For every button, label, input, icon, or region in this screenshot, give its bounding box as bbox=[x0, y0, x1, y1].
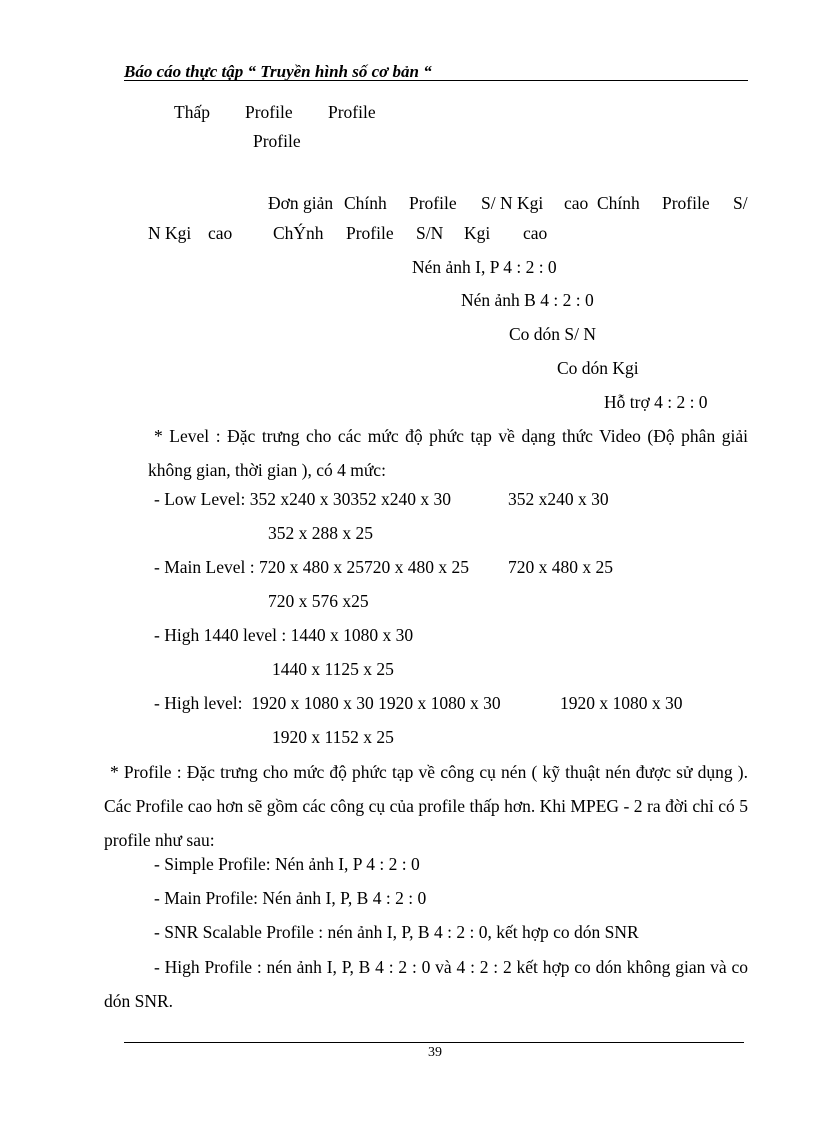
simple-profile-line: - Simple Profile: Nén ảnh I, P 4 : 2 : 0 bbox=[154, 854, 420, 874]
table-cell-chinh-1: Chính bbox=[344, 193, 387, 213]
table-cell-profile-4: Profile bbox=[409, 193, 457, 213]
feature-ho-tro: Hỗ trợ 4 : 2 : 0 bbox=[604, 392, 708, 412]
table-cell-n-kgi: N Kgi bbox=[148, 223, 192, 243]
high-profile-paragraph: - High Profile : nén ảnh I, P, B 4 : 2 : 0 và 4 : 2 : 2 kết hợp co dón không gian và co dón SNR. bbox=[104, 957, 748, 1011]
footer-rule bbox=[124, 1042, 744, 1043]
main-profile-line: - Main Profile: Nén ảnh I, P, B 4 : 2 : 0 bbox=[154, 888, 427, 908]
table-cell-profile-1: Profile bbox=[245, 102, 293, 122]
level-intro-paragraph: * Level : Đặc trưng cho các mức độ phức tạp về dạng thức Video (Độ phân giải không gian, thời gian ), có 4 mức: bbox=[148, 426, 748, 480]
table-cell-don-gian: Đơn giản bbox=[268, 193, 334, 213]
main-level-col3: 720 x 480 x 25 bbox=[508, 557, 613, 577]
high-level-col3: 1920 x 1080 x 30 bbox=[560, 693, 683, 713]
table-cell-sn-kgi: S/ N Kgi bbox=[481, 193, 544, 213]
low-level-line: - Low Level: 352 x240 x 30352 x240 x 30 bbox=[154, 489, 451, 509]
low-level-col4: 352 x 288 x 25 bbox=[268, 523, 373, 543]
table-cell-kgi: Kgi bbox=[464, 223, 491, 243]
low-level-col3: 352 x240 x 30 bbox=[508, 489, 609, 509]
table-cell-profile-5: Profile bbox=[662, 193, 710, 213]
table-cell-profile-6: Profile bbox=[346, 223, 394, 243]
profile-intro-paragraph: * Profile : Đặc trưng cho mức độ phức tạp về công cụ nén ( kỹ thuật nén được sử dụng ). Các Profile cao hơn sẽ gồm các công cụ của profile thấp hơn. Khi MPEG - 2 ra đời chỉ có 5 profile như sau: bbox=[104, 762, 748, 850]
table-cell-cao-3: cao bbox=[523, 223, 548, 243]
feature-nen-anh-ip: Nén ảnh I, P 4 : 2 : 0 bbox=[412, 257, 557, 277]
feature-co-don-sn: Co dón S/ N bbox=[509, 324, 597, 344]
table-cell-sn: S/N bbox=[416, 223, 444, 243]
feature-co-don-kgi: Co dón Kgi bbox=[557, 358, 639, 378]
snr-profile-line: - SNR Scalable Profile : nén ảnh I, P, B 4 : 2 : 0, kết hợp co dón SNR bbox=[154, 922, 639, 942]
table-cell-profile-3: Profile bbox=[253, 131, 301, 151]
main-level-col4: 720 x 576 x25 bbox=[268, 591, 369, 611]
page-number: 39 bbox=[428, 1045, 442, 1060]
table-cell-thap: Thấp bbox=[174, 102, 210, 122]
table-cell-profile-2: Profile bbox=[328, 102, 376, 122]
high1440-level-line: - High 1440 level : 1440 x 1080 x 30 bbox=[154, 625, 414, 645]
high1440-level-col4: 1440 x 1125 x 25 bbox=[272, 659, 394, 679]
table-cell-s-slash: S/ bbox=[733, 193, 748, 213]
table-cell-chinh-2: Chính bbox=[597, 193, 640, 213]
page-header-title: Báo cáo thực tập “ Truyền hình số cơ bản “ bbox=[124, 62, 432, 81]
table-cell-cao-2: cao bbox=[208, 223, 233, 243]
table-cell-cao-1: cao bbox=[564, 193, 589, 213]
main-level-line: - Main Level : 720 x 480 x 25720 x 480 x 25 bbox=[154, 557, 469, 577]
table-cell-chinh-3: ChÝnh bbox=[273, 223, 324, 243]
feature-nen-anh-b: Nén ảnh B 4 : 2 : 0 bbox=[461, 290, 594, 310]
header-rule bbox=[124, 80, 748, 81]
high-level-line: - High level: 1920 x 1080 x 30 1920 x 1080 x 30 bbox=[154, 693, 501, 713]
high-level-col4: 1920 x 1152 x 25 bbox=[272, 727, 394, 747]
